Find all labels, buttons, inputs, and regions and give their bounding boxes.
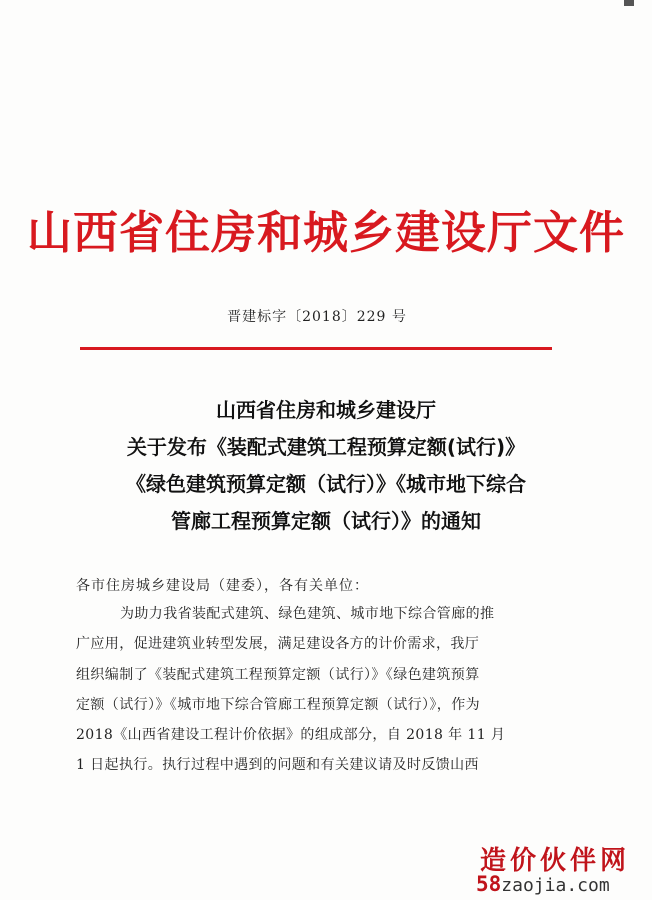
- watermark-url: [476, 872, 610, 896]
- notice-title: [40, 392, 612, 540]
- watermark-url-domain: zaojia.com: [501, 875, 610, 896]
- notice-title-line: 关于发布《装配式建筑工程预算定额(试行)》: [126, 435, 526, 459]
- notice-title-line: 《绿色建筑预算定额（试行）》《城市地下综合: [126, 472, 526, 496]
- watermark-logo-text: 造价伙伴网: [480, 846, 631, 876]
- scan-speck: [624, 0, 634, 6]
- notice-title-line: 山西省住房和城乡建设厅: [216, 398, 436, 422]
- body-paragraph: [76, 599, 576, 781]
- body-line: 组织编制了《装配式建筑工程预算定额（试行）》《绿色建筑预算: [76, 666, 480, 683]
- document-header-title: 山西省住房和城乡建设厅文件: [26, 206, 625, 259]
- body-line: 为助力我省装配式建筑、绿色建筑、城市地下综合管廊的推: [120, 606, 495, 622]
- body-line: 广应用，促进建筑业转型发展，满足建设各方的计价需求，我厅: [76, 636, 480, 653]
- body-line: 1 日起执行。执行过程中遇到的问题和有关建议请及时反馈山西: [76, 757, 479, 774]
- recipients-line: 各市住房城乡建设局（建委），各有关单位：: [76, 578, 369, 594]
- notice-title-line: 管廊工程预算定额（试行）》的通知: [171, 509, 481, 533]
- body-line: 定额（试行）》《城市地下综合管廊工程预算定额（试行）》，作为: [76, 696, 480, 713]
- document-number: 晋建标字〔2018〕229 号: [227, 309, 407, 325]
- watermark-url-number: 58: [476, 872, 502, 896]
- body-line: 2018《山西省建设工程计价依据》的组成部分，自 2018 年 11 月: [76, 727, 506, 744]
- red-divider: [80, 347, 552, 350]
